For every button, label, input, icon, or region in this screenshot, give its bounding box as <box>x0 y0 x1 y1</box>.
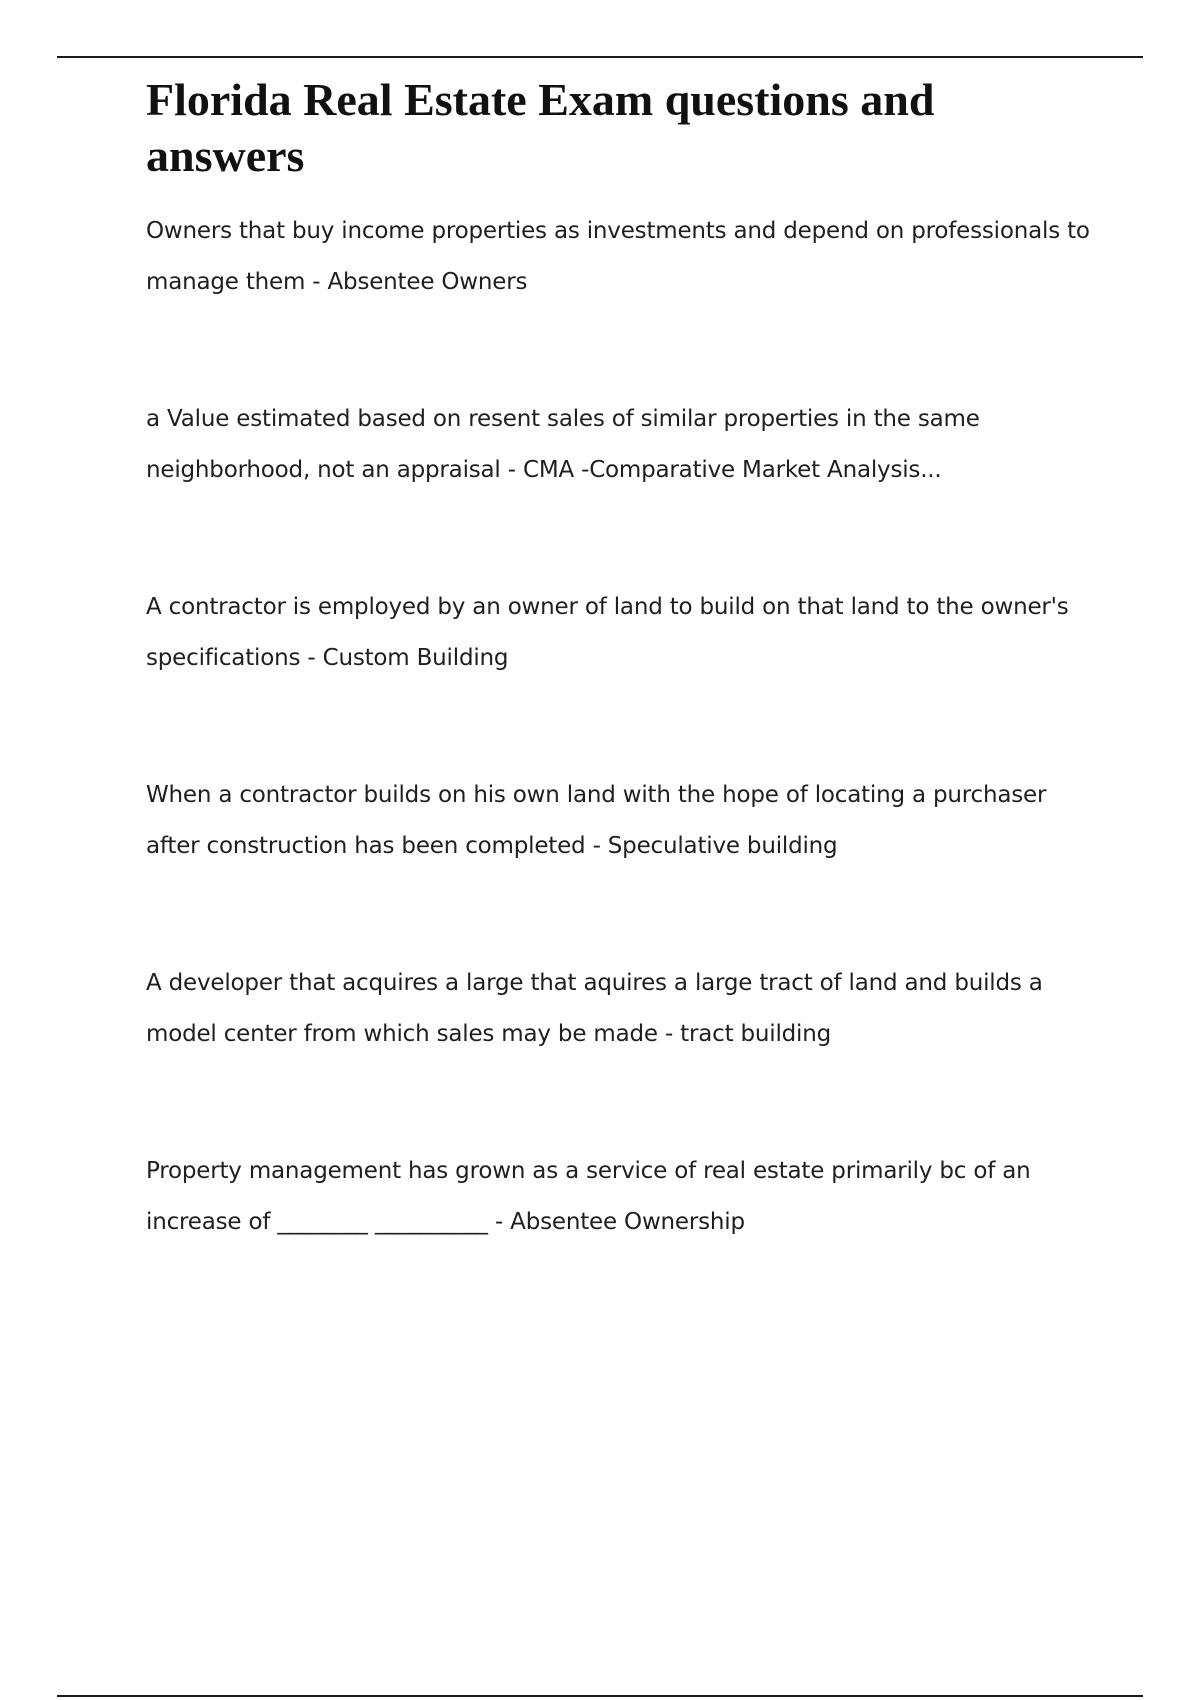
answer-text: tract building <box>680 1021 832 1047</box>
answer-text: Custom Building <box>322 645 509 671</box>
answer-text: Absentee Ownership <box>510 1209 745 1235</box>
top-divider <box>57 56 1143 58</box>
document-body <box>146 72 1096 1334</box>
bottom-divider <box>57 1695 1143 1697</box>
qa-list <box>146 206 1096 1248</box>
qa-item: A developer that acquires a large that aquires a large tract of land and builds a model center from which sales may be made - tract building <box>146 970 1043 1047</box>
question-text: a Value estimated based on resent sales of similar properties in the same neighborhood, not an appraisal <box>146 406 980 483</box>
qa-item: a Value estimated based on resent sales of similar properties in the same neighborhood, not an appraisal - CMA -Comparative Market Analysis... <box>146 406 980 483</box>
answer-text: Speculative building <box>607 833 838 859</box>
answer-text: CMA -Comparative Market Analysis... <box>522 457 942 483</box>
document-title: Florida Real Estate Exam questions and answers <box>146 74 935 181</box>
qa-item: When a contractor builds on his own land with the hope of locating a purchaser after construction has been completed - Speculative building <box>146 782 1047 859</box>
question-text: When a contractor builds on his own land with the hope of locating a purchaser after construction has been completed <box>146 782 1047 859</box>
qa-item: Owners that buy income properties as investments and depend on professionals to manage them - Absentee Owners <box>146 218 1090 295</box>
question-text: A contractor is employed by an owner of land to build on that land to the owner's specifications <box>146 594 1069 671</box>
question-text: Owners that buy income properties as investments and depend on professionals to manage them <box>146 218 1090 295</box>
qa-item: A contractor is employed by an owner of land to build on that land to the owner's specifications - Custom Building <box>146 594 1069 671</box>
question-text: Property management has grown as a service of real estate primarily bc of an increase of ________ __________ <box>146 1158 1031 1235</box>
qa-item: Property management has grown as a service of real estate primarily bc of an increase of ________ __________ - Absentee Ownership <box>146 1158 1031 1235</box>
question-text: A developer that acquires a large that aquires a large tract of land and builds a model center from which sales may be made <box>146 970 1043 1047</box>
answer-text: Absentee Owners <box>327 269 528 295</box>
